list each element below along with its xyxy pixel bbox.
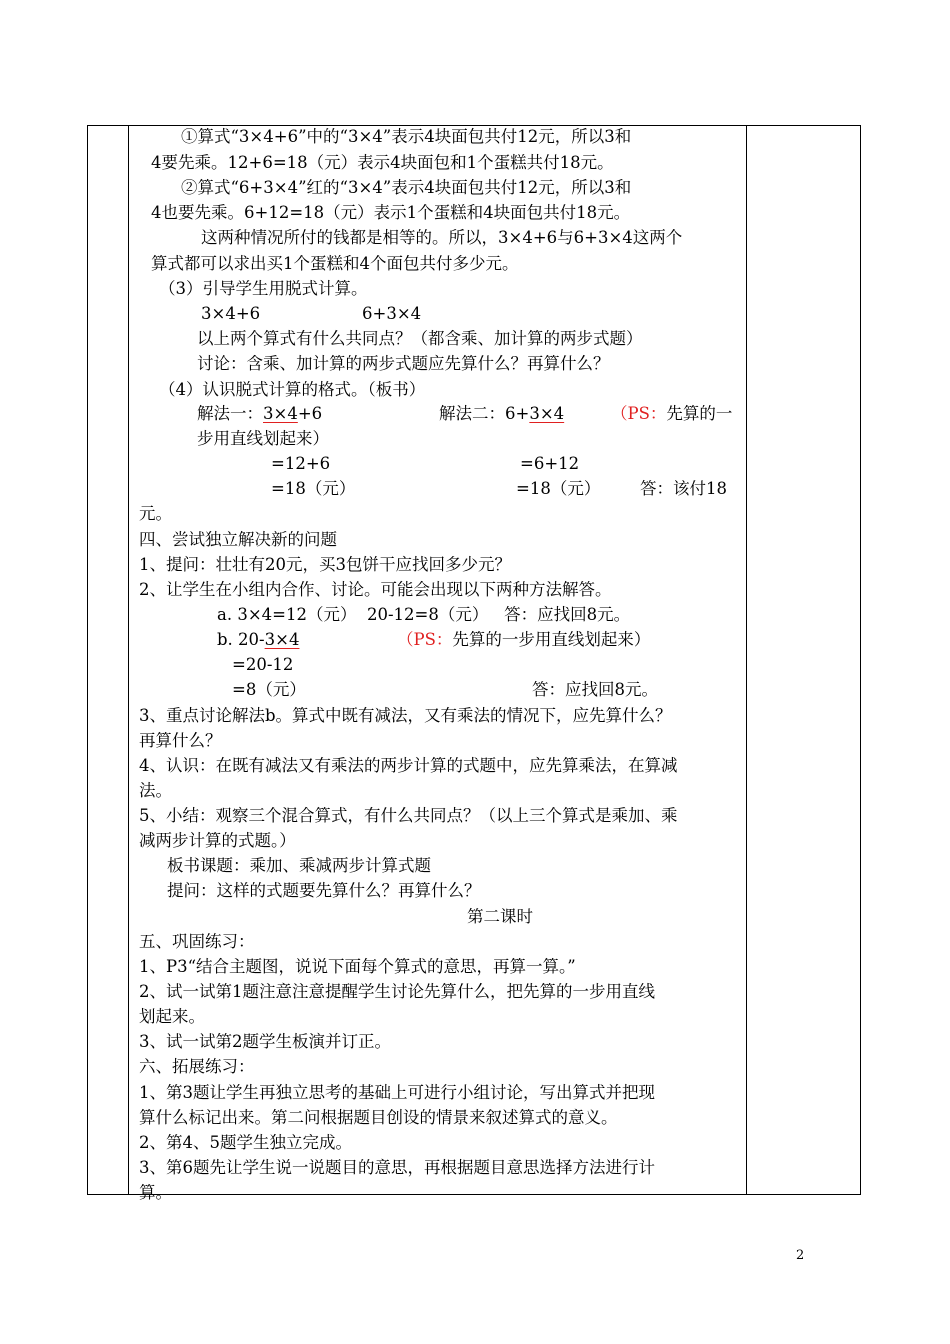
text-line: 法。 xyxy=(139,781,172,800)
text-line: 3、重点讨论解法b。算式中既有减法，又有乘法的情况下，应先算什么？ xyxy=(139,706,672,725)
section-heading: 六、拓展练习： xyxy=(139,1057,255,1076)
answer-line: 答：该付18 xyxy=(640,479,727,498)
ps-text: 先算的一 xyxy=(666,404,733,423)
text-line: （3）引导学生用脱式计算。 xyxy=(159,279,368,298)
solution-two-label: 解法二：6+ xyxy=(439,404,530,423)
expression-head: b. 20- xyxy=(217,630,265,649)
step-line: =18（元） xyxy=(516,479,601,498)
page-number: 2 xyxy=(796,1248,805,1263)
solution-two-line xyxy=(439,404,564,424)
text-line: 4也要先乘。6+12=18（元）表示1个蛋糕和4块面包共付18元。 xyxy=(151,203,631,222)
text-line: 2、试一试第1题注意注意提醒学生讨论先算什么，把先算的一步用直线 xyxy=(139,982,655,1001)
text-line: 划起来。 xyxy=(139,1007,205,1026)
section-heading: 四、尝试独立解决新的问题 xyxy=(139,530,337,549)
ps-note xyxy=(397,630,650,650)
text-line: 1、提问：壮壮有20元，买3包饼干应找回多少元？ xyxy=(139,555,511,574)
text-line: 4要先乘。12+6=18（元）表示4块面包和1个蛋糕共付18元。 xyxy=(151,153,614,172)
solution-one-label: 解法一： xyxy=(197,404,263,423)
text-line: 元。 xyxy=(139,504,172,523)
text-line: 4、认识：在既有减法又有乘法的两步计算的式题中，应先算乘法，在算减 xyxy=(139,756,678,775)
underlined-step: 3×4 xyxy=(529,404,565,423)
text-line: ①算式“3×4+6”中的“3×4”表示4块面包共付12元，所以3和 xyxy=(181,127,632,146)
text-line: 板书课题：乘加、乘减两步计算式题 xyxy=(167,856,431,875)
text-line: 再算什么？ xyxy=(139,731,222,750)
text-line: a. 3×4=12（元） 20-12=8（元） 答：应找回8元。 xyxy=(217,605,631,624)
text-line: 3、第6题先让学生说一说题目的意思，再根据题目意思选择方法进行计 xyxy=(139,1158,655,1177)
solution-one-line xyxy=(197,404,322,424)
ps-note xyxy=(611,404,732,424)
step-line: =20-12 xyxy=(232,655,294,674)
text-line: ②算式“6+3×4”红的“3×4”表示4块面包共付12元，所以3和 xyxy=(181,178,632,197)
text-line: 减两步计算的式题。） xyxy=(139,831,296,850)
expression: 6+3×4 xyxy=(362,304,422,323)
section-heading: 五、巩固练习： xyxy=(139,932,255,951)
text-line: 5、小结：观察三个混合算式，有什么共同点？（以上三个算式是乘加、乘 xyxy=(139,806,678,825)
table-column-divider-right xyxy=(746,125,747,1195)
text-line: 算什么标记出来。第二问根据题目创设的情景来叙述算式的意义。 xyxy=(139,1108,618,1127)
expression-tail: +6 xyxy=(297,404,323,423)
step-line: =12+6 xyxy=(271,454,331,473)
text-line: 3、试一试第2题学生板演并订正。 xyxy=(139,1032,391,1051)
text-line: 2、让学生在小组内合作、讨论。可能会出现以下两种方法解答。 xyxy=(139,580,612,599)
ps-label: （PS： xyxy=(397,630,453,649)
step-line: =6+12 xyxy=(520,454,580,473)
ps-text: 先算的一步用直线划起来） xyxy=(452,630,651,649)
text-line: 算。 xyxy=(139,1183,172,1202)
answer-line: 答：应找回8元。 xyxy=(532,680,658,699)
expression: 3×4+6 xyxy=(201,304,261,323)
text-line: 步用直线划起来） xyxy=(197,429,329,448)
text-line: 算式都可以求出买1个蛋糕和4个面包共付多少元。 xyxy=(151,254,519,273)
text-line: 以上两个算式有什么共同点？（都含乘、加计算的两步式题） xyxy=(197,329,643,348)
table-column-divider-left xyxy=(128,125,129,1195)
step-line: =18（元） xyxy=(271,479,356,498)
session-title: 第二课时 xyxy=(467,907,533,926)
text-line: （4）认识脱式计算的格式。（板书） xyxy=(159,380,426,399)
text-line: 1、P3“结合主题图，说说下面每个算式的意思，再算一算。” xyxy=(139,957,576,976)
text-line: 这两种情况所付的钱都是相等的。所以，3×4+6与6+3×4这两个 xyxy=(201,228,683,247)
step-line: =8（元） xyxy=(232,680,306,699)
text-line: 2、第4、5题学生独立完成。 xyxy=(139,1133,352,1152)
text-line: 提问：这样的式题要先算什么？再算什么？ xyxy=(167,881,481,900)
method-b-line xyxy=(217,630,299,650)
text-line: 1、第3题让学生再独立思考的基础上可进行小组讨论，写出算式并把现 xyxy=(139,1083,655,1102)
text-line: 讨论：含乘、加计算的两步式题应先算什么？再算什么？ xyxy=(197,354,610,373)
ps-label: （PS： xyxy=(611,404,667,423)
underlined-step: 3×4 xyxy=(263,404,298,423)
underlined-step: 3×4 xyxy=(264,630,300,649)
